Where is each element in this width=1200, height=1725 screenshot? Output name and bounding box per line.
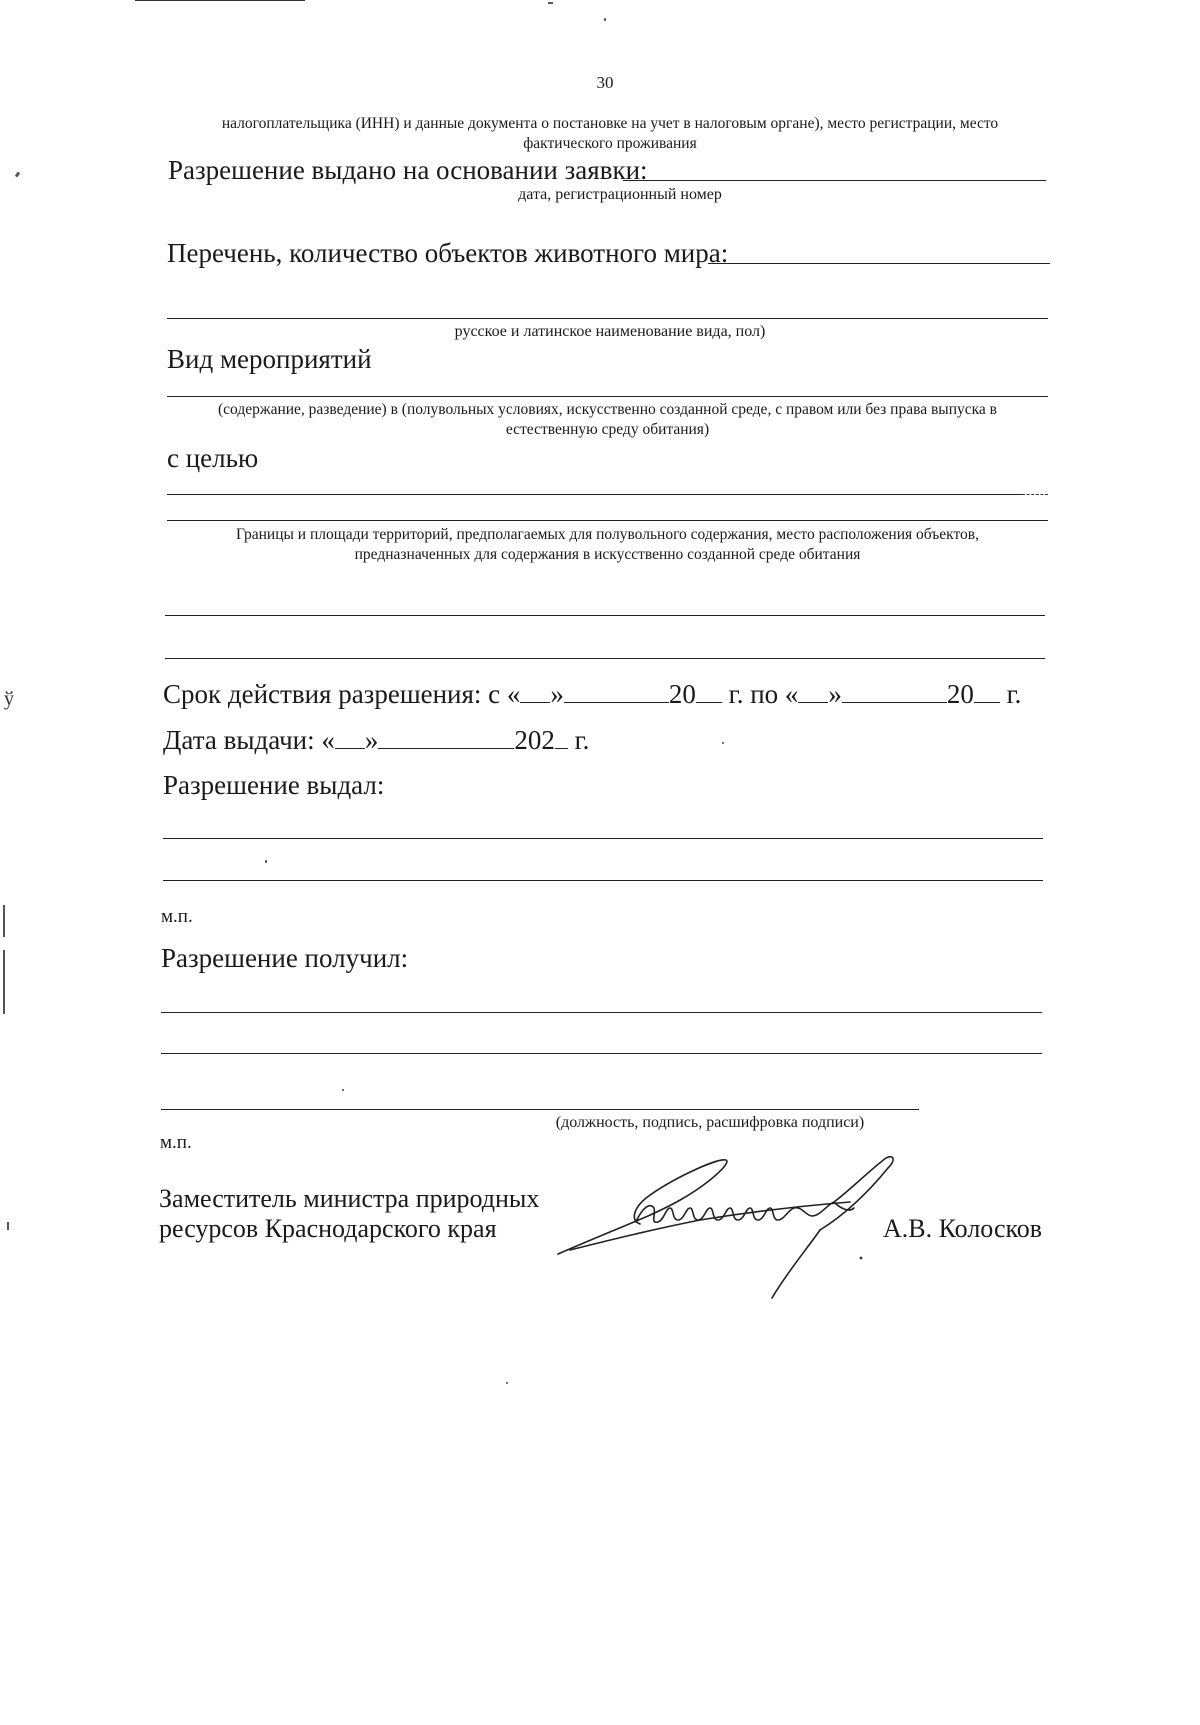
signature-image	[550, 1150, 910, 1310]
issued-by-label: Разрешение выдал:	[163, 770, 385, 800]
received-by-label: Разрешение получил:	[161, 943, 409, 973]
stamp-place-1: м.п.	[161, 906, 193, 927]
territory-caption-line2: предназначенных для содержания в искусственно созданной среде обитания	[354, 546, 861, 563]
activity-caption-line2: естественную среду обитания)	[505, 421, 710, 438]
validity-label: Срок действия разрешения: с «	[163, 679, 521, 709]
validity-from-day-blank	[520, 678, 550, 703]
validity-from-year-blank	[696, 678, 722, 703]
objects-label: Перечень, количество объектов животного мира:	[167, 238, 729, 268]
scan-speck	[506, 1382, 508, 1384]
issued-by-field-line	[163, 838, 1043, 839]
basis-caption: дата, регистрационный номер	[518, 186, 722, 203]
validity-year-prefix: 20	[668, 679, 696, 709]
objects-caption: русское и латинское наименование вида, пол)	[454, 323, 766, 340]
purpose-label: с целью	[167, 443, 259, 473]
issue-date-end: г.	[567, 725, 590, 755]
page-number: 30	[596, 73, 614, 92]
scan-artifact-mark	[3, 950, 5, 1014]
purpose-field-line	[167, 494, 1022, 495]
issue-month-blank	[378, 724, 514, 749]
stamp-place-2: м.п.	[160, 1132, 192, 1153]
issued-by-field-line-2	[163, 880, 1043, 881]
validity-end: г.	[999, 679, 1022, 709]
purpose-field-line-tail	[1022, 494, 1048, 495]
issue-date-label: Дата выдачи: «	[163, 725, 335, 755]
activity-field-line	[167, 396, 1048, 397]
signatory-name: А.В. Колосков	[883, 1214, 1043, 1243]
scan-artifact-mark	[548, 2, 553, 4]
objects-field-line	[708, 263, 1050, 264]
issue-year: 202	[514, 725, 555, 755]
header-note-line2: фактического проживания	[523, 135, 697, 152]
validity-from-month-blank	[564, 678, 669, 703]
signatory-title-line2: ресурсов Краснодарского края	[159, 1214, 497, 1243]
issue-date-row	[163, 724, 589, 756]
scan-speck	[265, 860, 267, 863]
scan-artifact-mark	[3, 905, 5, 937]
territory-field-line-2	[165, 615, 1045, 616]
activity-caption-line1: (содержание, разведение) в (полувольных условиях, искусственно созданной среде, с правом или без права выпуска в	[218, 401, 997, 418]
validity-to-year-blank	[974, 678, 1000, 703]
basis-label: Разрешение выдано на основании заявки:	[168, 155, 648, 185]
scan-artifact-top-line	[135, 0, 305, 1]
basis-field-line	[623, 180, 1046, 181]
header-note-line1: налогоплательщика (ИНН) и данные документа о постановке на учет в налоговым органе), место регистрации, место	[221, 115, 999, 132]
scan-artifact-glyph: ў	[4, 688, 14, 710]
issue-day-blank	[335, 724, 365, 749]
validity-year-suffix: г. по «	[721, 679, 799, 709]
issue-year-blank	[555, 724, 568, 749]
scan-artifact-mark	[7, 1222, 9, 1230]
validity-to-month-blank	[842, 678, 947, 703]
signature-caption: (должность, подпись, расшифровка подписи)	[555, 1114, 865, 1131]
validity-close-quote-2: »	[828, 679, 842, 709]
validity-year-prefix-2: 20	[946, 679, 974, 709]
issue-close-quote: »	[364, 725, 379, 755]
scan-speck	[604, 18, 606, 21]
validity-to-day-blank	[798, 678, 828, 703]
territory-field-line	[167, 520, 1048, 521]
validity-close-quote: »	[550, 679, 564, 709]
scan-speck	[342, 1089, 344, 1091]
objects-field-line-2	[167, 318, 1048, 319]
signatory-title-line1: Заместитель министра природных	[159, 1184, 540, 1213]
validity-row	[163, 678, 1053, 710]
scan-artifact-mark	[15, 172, 20, 178]
territory-caption-line1: Границы и площади территорий, предполагаемых для полувольного содержания, место расположения объектов,	[236, 526, 979, 543]
activity-label: Вид мероприятий	[167, 344, 372, 374]
territory-field-line-3	[165, 658, 1045, 659]
signature-field-line	[161, 1109, 919, 1110]
received-by-field-line	[161, 1012, 1042, 1013]
received-by-field-line-2	[161, 1053, 1042, 1054]
scan-speck	[722, 742, 724, 744]
